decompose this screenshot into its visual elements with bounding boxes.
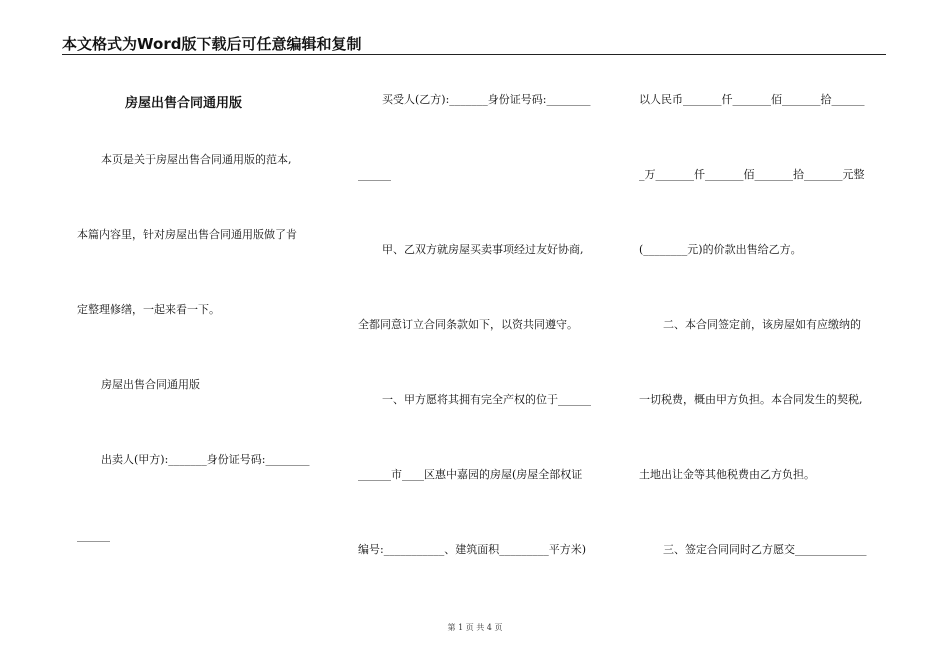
middle-line-5: 一、甲方愿将其拥有完全产权的位于______ xyxy=(382,393,591,406)
left-line-3: 定整理修缮，一起来看一下。 xyxy=(77,303,220,316)
middle-line-6: ______市____区惠中嘉园的房屋(房屋全部权证 xyxy=(358,468,583,481)
document-title: 房屋出售合同通用版 xyxy=(125,96,243,111)
left-line-6: ______ xyxy=(77,529,110,542)
left-line-5: 出卖人(甲方):_______身份证号码:________ xyxy=(101,453,310,466)
header-rule xyxy=(62,54,886,55)
right-line-5: 一切税费，概由甲方负担。本合同发生的契税, xyxy=(639,393,863,406)
document-header: 本文格式为Word版下载后可任意编辑和复制 xyxy=(62,35,362,53)
middle-line-7: 编号:___________、建筑面积_________平方米) xyxy=(358,543,586,556)
right-line-1: 以人民币_______仟_______佰_______拾______ xyxy=(639,93,865,106)
page-number: 第 1 页 共 4 页 xyxy=(447,623,503,632)
left-line-1: 本页是关于房屋出售合同通用版的范本, xyxy=(101,153,292,166)
right-line-7: 三、签定合同同时乙方愿交_____________ xyxy=(663,543,867,556)
middle-line-2: ______ xyxy=(358,168,391,181)
right-line-2: _万_______仟_______佰_______拾_______元整 xyxy=(639,168,865,181)
left-line-4: 房屋出售合同通用版 xyxy=(101,378,200,391)
right-line-4: 二、本合同签定前，该房屋如有应缴纳的 xyxy=(663,318,861,331)
right-line-3: (________元)的价款出售给乙方。 xyxy=(639,243,802,256)
middle-line-3: 甲、乙双方就房屋买卖事项经过友好协商, xyxy=(382,243,584,256)
right-line-6: 土地出让金等其他税费由乙方负担。 xyxy=(639,468,815,481)
middle-line-1: 买受人(乙方):_______身份证号码:________ xyxy=(382,93,591,106)
left-line-2: 本篇内容里，针对房屋出售合同通用版做了肯 xyxy=(77,228,297,241)
middle-line-4: 全都同意订立合同条款如下，以资共同遵守。 xyxy=(358,318,578,331)
